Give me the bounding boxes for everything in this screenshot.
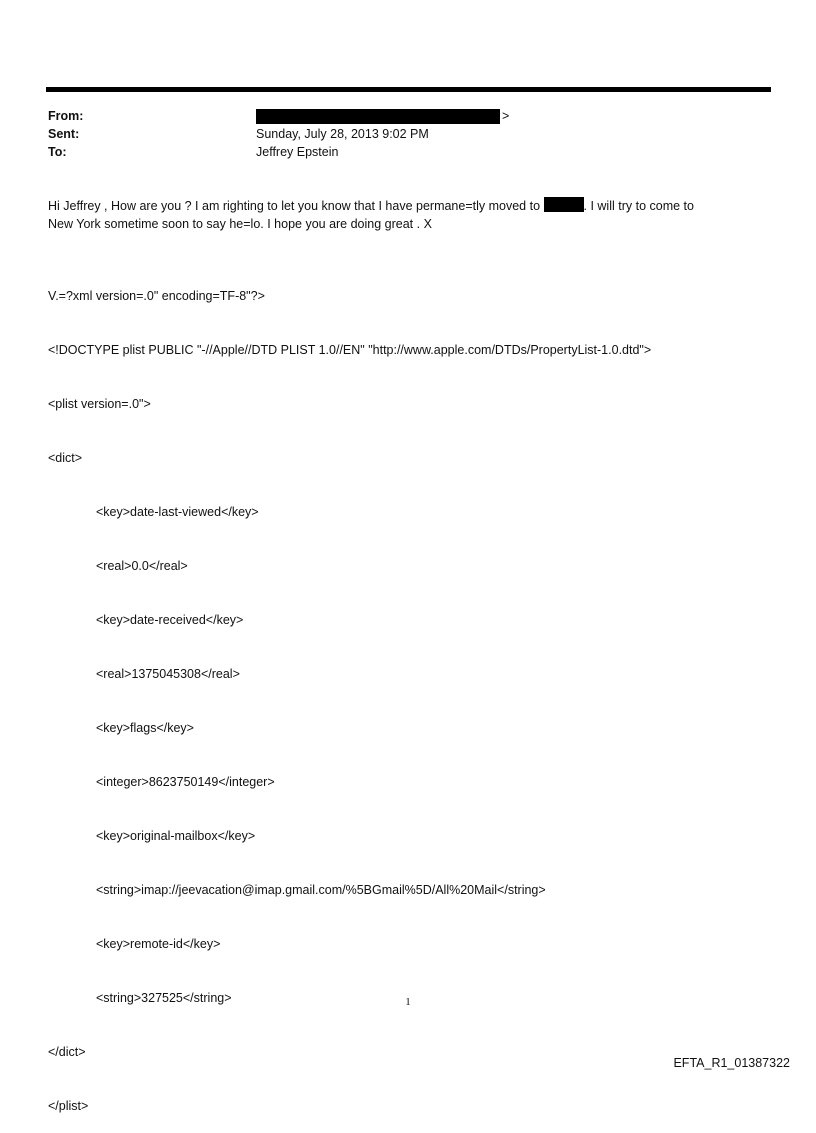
sent-value: Sunday, July 28, 2013 9:02 PM bbox=[256, 127, 429, 141]
to-label: To: bbox=[48, 145, 67, 159]
message-line-2: New York sometime soon to say he=lo. I hope you are doing great . X bbox=[48, 217, 432, 231]
plist-line: <key>original-mailbox</key> bbox=[96, 829, 256, 843]
message-line-1-start: Hi Jeffrey , How are you ? I am righting to let you know that I have permane=tly moved to bbox=[48, 199, 544, 213]
message-body bbox=[48, 197, 768, 233]
page-number: 1 bbox=[405, 996, 411, 1008]
plist-line: <!DOCTYPE plist PUBLIC "-//Apple//DTD PLIST 1.0//EN" "http://www.apple.com/DTDs/PropertyList-1.0.dtd"> bbox=[48, 343, 652, 357]
plist-line: <real>0.0</real> bbox=[96, 559, 188, 573]
plist-line: V.=?xml version=.0" encoding=TF-8"?> bbox=[48, 289, 265, 303]
to-value: Jeffrey Epstein bbox=[256, 145, 339, 159]
message-line-1-end: . I will try to come to bbox=[583, 199, 694, 213]
from-value bbox=[256, 108, 509, 125]
redaction-box bbox=[544, 197, 584, 212]
plist-line: <dict> bbox=[48, 451, 83, 465]
from-label: From: bbox=[48, 109, 84, 123]
plist-line: </dict> bbox=[48, 1045, 86, 1059]
message-line-1 bbox=[48, 197, 768, 215]
from-suffix: > bbox=[502, 109, 510, 123]
plist-line: <string>327525</string> bbox=[96, 991, 232, 1005]
header-rule bbox=[46, 87, 771, 92]
plist-line: <key>date-last-viewed</key> bbox=[96, 505, 259, 519]
plist-line: <key>remote-id</key> bbox=[96, 937, 221, 951]
plist-line: <key>date-received</key> bbox=[96, 613, 244, 627]
bates-number: EFTA_R1_01387322 bbox=[673, 1056, 790, 1070]
redaction-box bbox=[256, 109, 500, 124]
plist-line: <integer>8623750149</integer> bbox=[96, 775, 275, 789]
plist-line: <real>1375045308</real> bbox=[96, 667, 240, 681]
sent-label: Sent: bbox=[48, 127, 80, 141]
plist-line: <string>imap://jeevacation@imap.gmail.com/%5BGmail%5D/All%20Mail</string> bbox=[96, 883, 546, 897]
plist-line: <plist version=.0"> bbox=[48, 397, 151, 411]
plist-line: </plist> bbox=[48, 1099, 89, 1113]
plist-line: <key>flags</key> bbox=[96, 721, 194, 735]
